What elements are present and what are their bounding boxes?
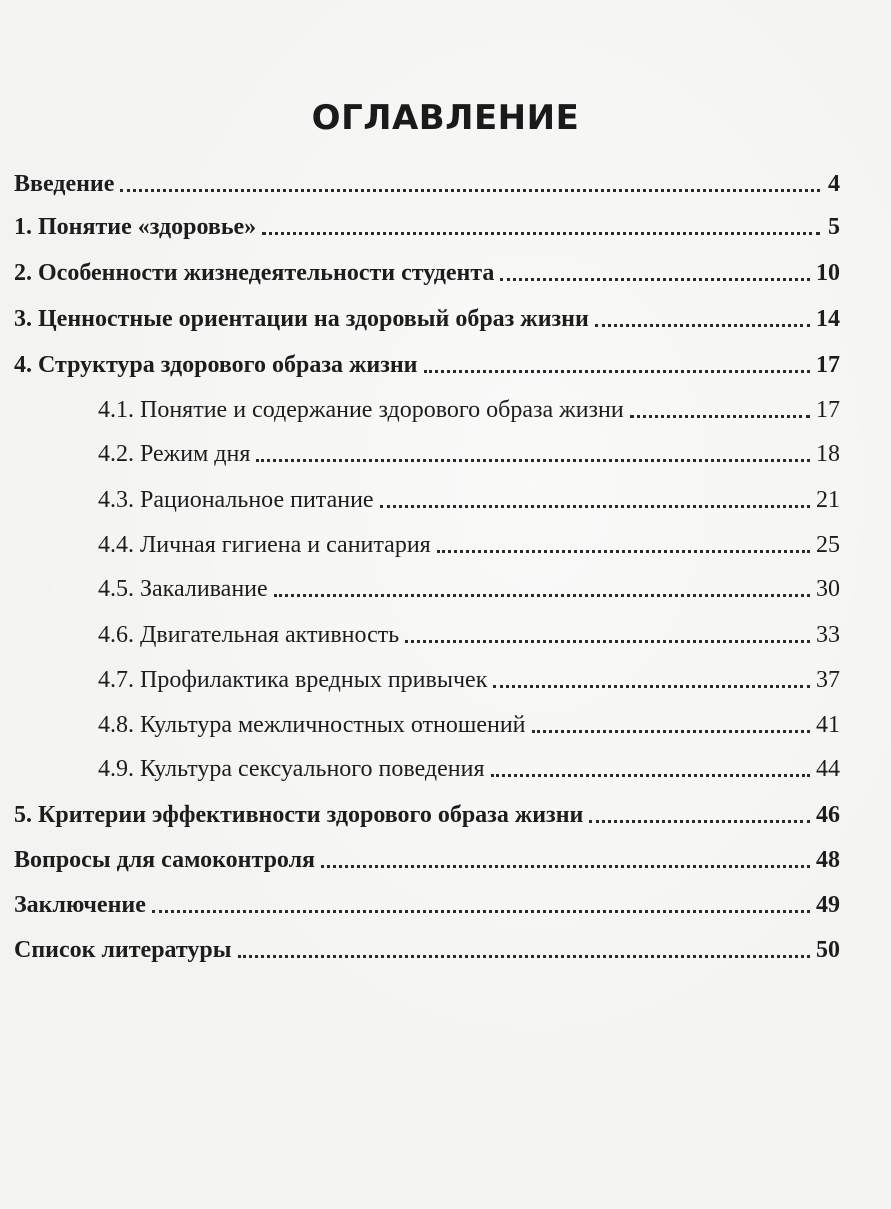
toc-entry-title: 4.4. Личная гигиена и санитария bbox=[98, 532, 431, 558]
toc-entry-page: 46 bbox=[816, 802, 840, 828]
toc-entry[interactable] bbox=[98, 474, 840, 514]
toc-entry-title: 2. Особенности жизнедеятельности студента bbox=[14, 260, 495, 286]
toc-entry-page: 25 bbox=[816, 532, 840, 558]
toc-entry-page: 30 bbox=[816, 576, 840, 602]
dot-leader bbox=[120, 189, 820, 192]
toc-entry-title: 4.6. Двигательная активность bbox=[98, 622, 400, 648]
toc-entry[interactable] bbox=[14, 201, 840, 241]
dot-leader bbox=[274, 594, 810, 597]
dot-leader bbox=[493, 685, 810, 688]
toc-entry[interactable] bbox=[14, 158, 840, 198]
page-title: ОГЛАВЛЕНИЕ bbox=[311, 98, 580, 138]
dot-leader bbox=[491, 774, 811, 777]
toc-entry-page: 5 bbox=[828, 214, 840, 240]
toc-entry-title: 4.1. Понятие и содержание здорового образа жизни bbox=[98, 397, 624, 423]
dot-leader bbox=[256, 459, 810, 462]
toc-entry[interactable] bbox=[98, 654, 840, 694]
toc-entry-page: 44 bbox=[816, 756, 840, 782]
toc-entry-page: 17 bbox=[816, 397, 840, 423]
toc-entry-page: 21 bbox=[816, 487, 840, 513]
toc-entry-title: Вопросы для самоконтроля bbox=[14, 847, 316, 873]
toc-entry-title: 4. Структура здорового образа жизни bbox=[14, 352, 418, 378]
toc-entry-title: 4.8. Культура межличностных отношений bbox=[98, 712, 526, 738]
dot-leader bbox=[380, 505, 810, 508]
toc-entry[interactable] bbox=[14, 293, 840, 333]
toc-entry[interactable] bbox=[98, 743, 840, 783]
toc-entry-page: 14 bbox=[816, 306, 840, 332]
toc-entry-title: 1. Понятие «здоровье» bbox=[14, 214, 257, 240]
toc-entry[interactable] bbox=[98, 384, 840, 424]
toc-entry[interactable] bbox=[98, 519, 840, 559]
toc-entry[interactable] bbox=[98, 699, 840, 739]
dot-leader bbox=[152, 910, 810, 913]
toc-entry[interactable] bbox=[14, 879, 840, 919]
toc-entry[interactable] bbox=[14, 789, 840, 829]
toc-entry-page: 18 bbox=[816, 441, 840, 467]
toc-entry[interactable] bbox=[14, 834, 840, 874]
toc-entry-title: 4.9. Культура сексуального поведения bbox=[98, 756, 485, 782]
toc-entry-page: 50 bbox=[816, 937, 840, 963]
toc-entry-title: Список литературы bbox=[14, 937, 232, 963]
dot-leader bbox=[500, 278, 810, 281]
toc-entry-page: 48 bbox=[816, 847, 840, 873]
dot-leader bbox=[630, 415, 810, 418]
toc-entry[interactable] bbox=[98, 428, 840, 468]
toc-entry-page: 41 bbox=[816, 712, 840, 738]
toc-entry-title: 4.7. Профилактика вредных привычек bbox=[98, 667, 488, 693]
dot-leader bbox=[532, 730, 810, 733]
toc-entry-title: 4.3. Рациональное питание bbox=[98, 487, 374, 513]
toc-entry-page: 37 bbox=[816, 667, 840, 693]
toc-entry-title: 3. Ценностные ориентации на здоровый образ жизни bbox=[14, 306, 589, 332]
toc-entry-page: 49 bbox=[816, 892, 840, 918]
toc-entry-page: 10 bbox=[816, 260, 840, 286]
toc-entry-title: 5. Критерии эффективности здорового образа жизни bbox=[14, 802, 584, 828]
toc-entry[interactable] bbox=[14, 339, 840, 379]
toc-entry[interactable] bbox=[98, 609, 840, 649]
toc-entry[interactable] bbox=[98, 563, 840, 603]
dot-leader bbox=[595, 324, 810, 327]
dot-leader bbox=[437, 550, 810, 553]
toc-entry[interactable] bbox=[14, 247, 840, 287]
toc-entry[interactable] bbox=[14, 924, 840, 964]
dot-leader bbox=[262, 232, 820, 235]
toc-entry-title: Введение bbox=[14, 171, 115, 197]
toc-entry-page: 33 bbox=[816, 622, 840, 648]
dot-leader bbox=[238, 955, 811, 958]
toc-entry-title: 4.5. Закаливание bbox=[98, 576, 268, 602]
dot-leader bbox=[589, 820, 810, 823]
toc-entry-page: 17 bbox=[816, 352, 840, 378]
toc-entry-page: 4 bbox=[828, 171, 840, 197]
dot-leader bbox=[321, 865, 810, 868]
dot-leader bbox=[424, 370, 811, 373]
toc-entry-title: Заключение bbox=[14, 892, 146, 918]
toc-entry-title: 4.2. Режим дня bbox=[98, 441, 251, 467]
dot-leader bbox=[405, 640, 810, 643]
